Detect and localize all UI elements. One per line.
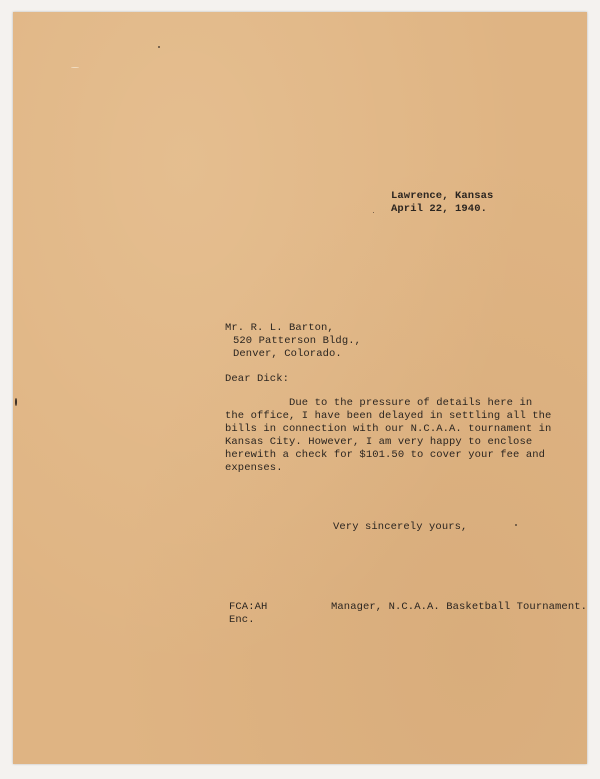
body-line: the office, I have been delayed in settling all the bbox=[225, 410, 552, 422]
paper-speck bbox=[515, 524, 517, 526]
paper-speck bbox=[158, 46, 160, 48]
enclosure-note: Enc. bbox=[229, 614, 255, 626]
recipient-line: 520 Patterson Bldg., bbox=[233, 335, 362, 347]
signature-title: Manager, N.C.A.A. Basketball Tournament. bbox=[331, 601, 588, 613]
reference-initials: FCA:AH bbox=[229, 601, 268, 613]
body-line: Due to the pressure of details here in bbox=[225, 397, 533, 409]
closing: Very sincerely yours, bbox=[333, 521, 468, 533]
body-line: bills in connection with our N.C.A.A. tournament in bbox=[225, 423, 552, 435]
body-line: Kansas City. However, I am very happy to enclose bbox=[225, 436, 533, 448]
paper-speck bbox=[71, 67, 79, 68]
letter-paper bbox=[13, 12, 587, 764]
paper-speck bbox=[15, 398, 17, 406]
recipient-line: Denver, Colorado. bbox=[233, 348, 342, 360]
letter-date: April 22, 1940. bbox=[391, 203, 488, 215]
letter-place: Lawrence, Kansas bbox=[391, 190, 494, 202]
paper-speck bbox=[373, 212, 374, 213]
body-line: herewith a check for $101.50 to cover your fee and bbox=[225, 449, 546, 461]
body-line: expenses. bbox=[225, 462, 283, 474]
salutation: Dear Dick: bbox=[225, 373, 290, 385]
recipient-line: Mr. R. L. Barton, bbox=[225, 322, 334, 334]
